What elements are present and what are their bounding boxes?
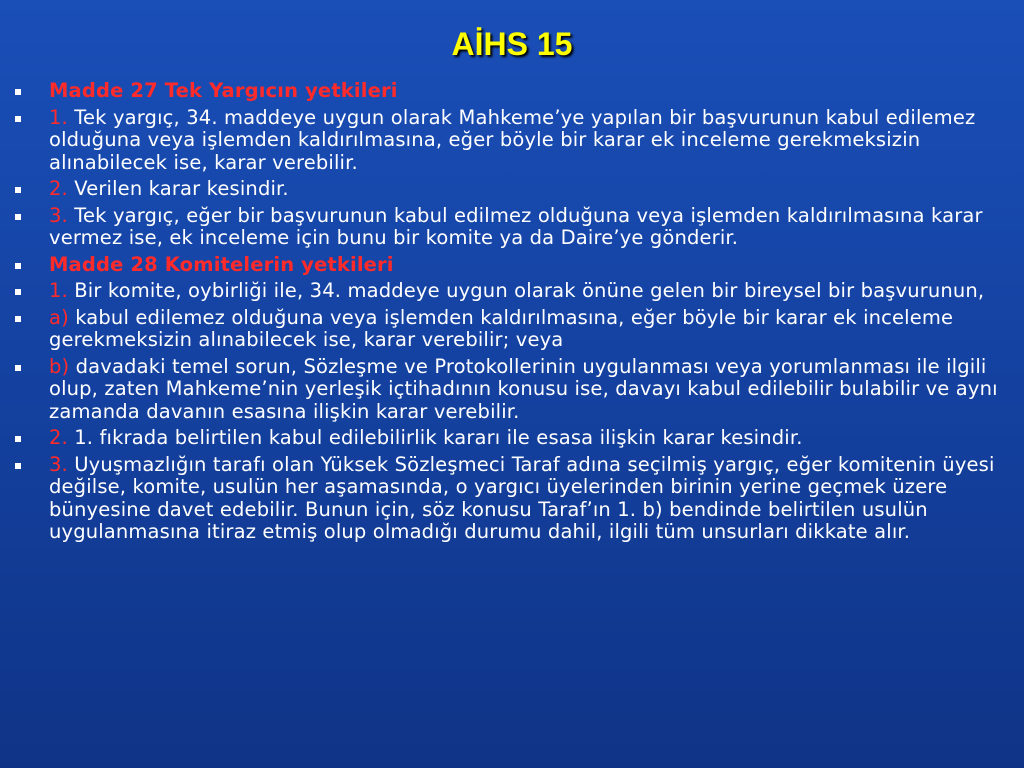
list-item [12, 280, 1014, 303]
item-number: 2. [49, 177, 68, 200]
item-number: 2. [49, 426, 68, 449]
square-bullet-icon [15, 116, 21, 122]
square-bullet-icon [15, 463, 21, 469]
item-text: Verilen karar kesindir. [67, 177, 289, 200]
item-number: b) [49, 354, 70, 378]
item-text: kabul edilemez olduğuna veya işlemden kaldırılmasına, eğer böyle bir karar ek inceleme gerekmeksizin alınabilecek ise, karar verebilir; veya [49, 305, 954, 351]
list-item [12, 205, 1014, 250]
item-text: Bir komite, oybirliği ile, 34. maddeye uygun olarak önüne gelen bir bireysel bir başvurunun, [67, 279, 985, 302]
square-bullet-icon [15, 214, 21, 220]
article-27-heading [12, 80, 1014, 103]
article-heading: Madde 27 Tek Yargıcın yetkileri [49, 79, 398, 102]
slide-title: AİHS 15 [451, 26, 573, 62]
item-number: 1. [49, 279, 68, 302]
square-bullet-icon [15, 436, 21, 442]
item-number: 1. [49, 105, 68, 129]
square-bullet-icon [15, 316, 21, 322]
list-item [12, 356, 1014, 424]
square-bullet-icon [15, 89, 21, 95]
article-heading: Madde 28 Komitelerin yetkileri [49, 252, 394, 276]
square-bullet-icon [15, 187, 21, 193]
bullet-list [12, 80, 1014, 548]
list-item [12, 454, 1014, 544]
item-text: Tek yargıç, eğer bir başvurunun kabul edilmez olduğuna veya işlemden kaldırılmasına karar vermez ise, ek inceleme için bunu bir komite ya da Daire’ye gönderir. [49, 203, 983, 249]
article-28-heading [12, 254, 1014, 277]
item-text: 1. fıkrada belirtilen kabul edilebilirlik kararı ile esasa ilişkin karar kesindir. [67, 426, 803, 449]
square-bullet-icon [15, 365, 21, 371]
item-number: a) [49, 305, 69, 329]
list-item [12, 427, 1014, 450]
item-number: 3. [49, 203, 68, 227]
item-text: davadaki temel sorun, Sözleşme ve Protokollerinin uygulanması veya yorumlanması ile ilgili olup, zaten Mahkeme’nin yerleşik içtihadının konusu ise, davayı kabul edilebilir bulabilir ve aynı zamanda davanın esasına ilişkin karar verebilir. [49, 354, 998, 423]
item-text: Tek yargıç, 34. maddeye uygun olarak Mahkeme’ye yapılan bir başvurunun kabul edilemez olduğuna veya işlemden kaldırılmasına, eğer böyle bir karar ek inceleme gerekmeksizin alınabilecek ise, karar verebilir. [49, 105, 976, 174]
list-item [12, 307, 1014, 352]
list-item [12, 107, 1014, 175]
item-text: Uyuşmazlığın tarafı olan Yüksek Sözleşmeci Taraf adına seçilmiş yargıç, eğer komitenin üyesi değilse, komite, usulün her aşamasında, o yargıcı üyelerinden birinin yerine geçmek üzere bünyesine davet edebilir. Bunun için, söz konusu Taraf’ın 1. b) bendinde belirtilen usulün uygulanmasına itiraz etmiş olup olmadığı durumu dahil, ilgili tüm unsurları dikkate alır. [49, 452, 995, 543]
square-bullet-icon [15, 289, 21, 295]
list-item [12, 178, 1014, 201]
square-bullet-icon [15, 263, 21, 269]
item-number: 3. [49, 452, 68, 476]
